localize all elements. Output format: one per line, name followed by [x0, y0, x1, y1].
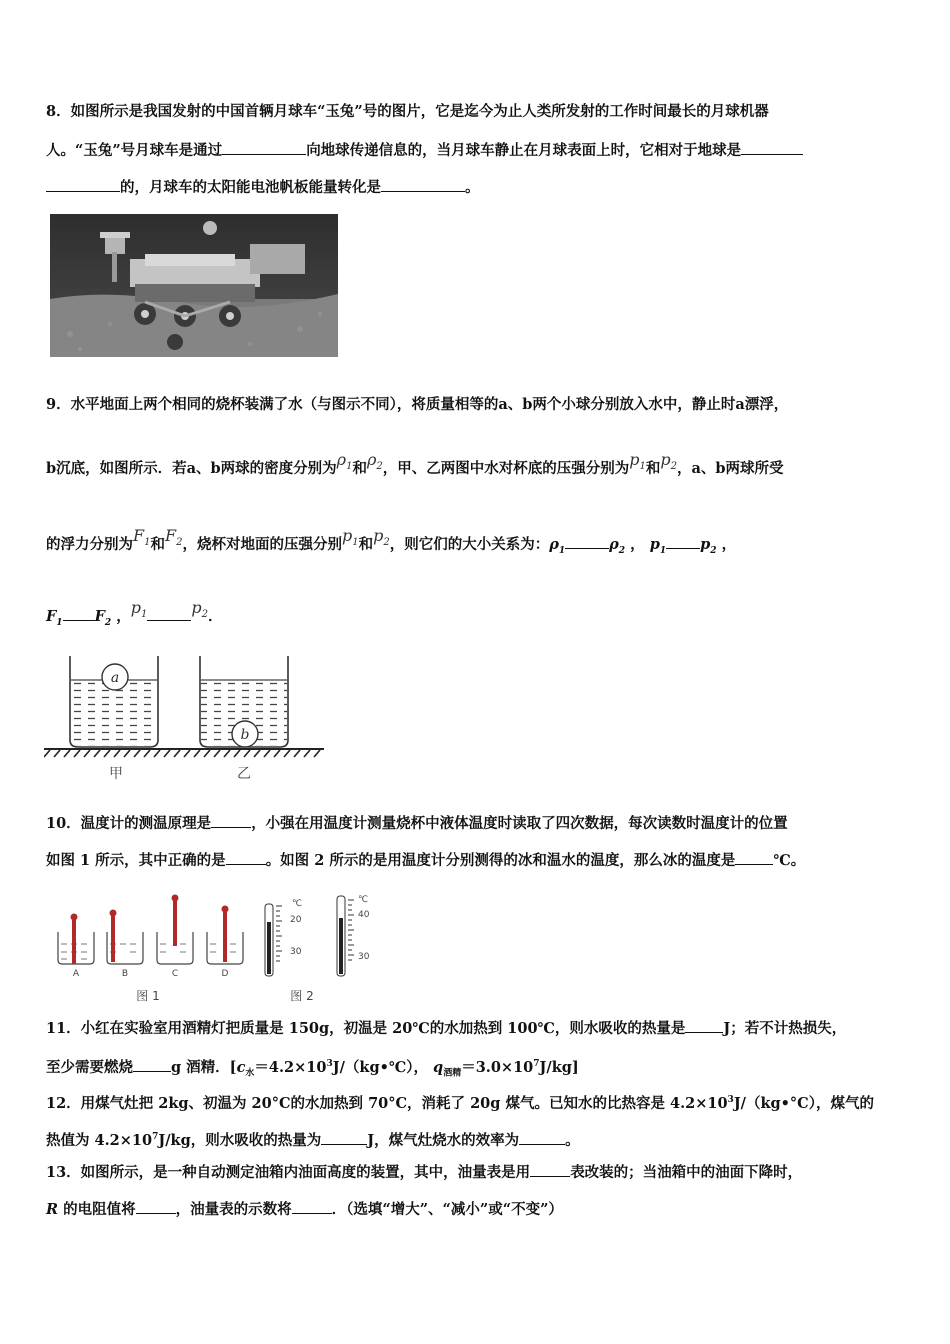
blank[interactable]	[565, 533, 609, 549]
blank[interactable]	[147, 605, 191, 621]
blank[interactable]	[211, 812, 251, 828]
lunar-rover-photo	[50, 214, 338, 357]
q9-line-1: 9．水平地面上两个相同的烧杯装满了水（与图示不同），将质量相等的a、b两个小球分别放入水中，静止时a漂浮，	[46, 396, 789, 413]
p1-prime-symbol: $p_1$	[341, 526, 359, 549]
fig-caption-jia: 甲	[109, 766, 123, 782]
therm-left-unit: ℃	[292, 899, 303, 909]
q9-line-3: 的浮力分别为$F_1$和$F_2$，烧杯对地面的压强分别$p_1$和$p_2$，则它们的大小关系为：$\rho_1$ $\rho_2$ ， $p_1$ $p_2$ ，	[46, 526, 737, 556]
fig2-caption: 图 2	[290, 989, 314, 1003]
F2-symbol: $F_2$	[164, 526, 183, 549]
q12-line-2: 热值为 $4.2\times 10^7J/kg$，则水吸收的热量为 J，煤气灶烧水的效率为 。	[46, 1127, 580, 1151]
blank[interactable]	[666, 533, 700, 549]
q8-line-3: 的，月球车的太阳能电池帆板能量转化是 。	[46, 176, 480, 198]
q13-line-1: 13．如图所示，是一种自动测定油箱内油面高度的装置，其中，油量表是用 表改装的；当油箱中的油面下降时，	[46, 1161, 802, 1183]
p1-symbol: $p_1$	[629, 450, 646, 473]
fig-caption-yi: 乙	[237, 766, 251, 782]
q9-line-4: $F_1$ $F_2$ ，$p_1$ $p_2$．	[46, 598, 223, 628]
blank[interactable]	[136, 1198, 176, 1214]
fig1-label-c: C	[171, 969, 179, 979]
p2-prime-symbol: $p_2$	[191, 598, 208, 621]
q13-line-2: R 的电阻值将 ，油量表的示数将 ．（选填“增大”、“减小”或“不变”）	[46, 1198, 563, 1220]
blank[interactable]	[222, 139, 306, 155]
q11-line-2: 至少需要燃烧 g 酒精．[$c_水=4.2\times 10^3J/(kg•℃)$， $q_{酒精}=3.0\times 10^7J/kg$]	[46, 1054, 579, 1084]
blank[interactable]	[63, 605, 95, 621]
q9-line-2: b沉底，如图所示．若a、b两球的密度分别为$\rho_1$和$\rho_2$，甲、乙两图中水对杯底的压强分别为$p_1$和$p_2$，a、b两球所受	[46, 450, 784, 477]
q10-line-2: 如图 1 所示，其中正确的是 。如图 2 所示的是用温度计分别测得的冰和温水的温度，那么冰的温度是 ℃。	[46, 849, 805, 871]
fig1-label-b: B	[121, 969, 129, 979]
therm-left-tick-20: 20	[290, 915, 302, 925]
therm-left-tick-30: 30	[290, 947, 302, 957]
q8-line-1: 8．如图所示是我国发射的中国首辆月球车“玉兔”号的图片，它是迄今为止人类所发射的工作时间最长的月球机器	[46, 103, 769, 120]
q12-line-1: 12．用煤气灶把 2kg、初温为 20°C的水加热到 70°C，消耗了 20g 煤气。已知水的比热容是 $4.2\times 10^3J/(kg•^\circ C)$，煤气的	[46, 1094, 874, 1112]
blank[interactable]	[530, 1161, 570, 1177]
p1-prime-symbol: $p_1$	[130, 598, 148, 621]
q10-line-1: 10．温度计的测温原理是 ，小强在用温度计测量烧杯中液体温度时读取了四次数据，每次读数时温度计的位置	[46, 812, 788, 834]
therm-right-unit: ℃	[358, 895, 369, 905]
blank[interactable]	[226, 849, 266, 865]
blank[interactable]	[381, 176, 465, 192]
blank[interactable]	[46, 176, 120, 192]
beaker-figure	[44, 652, 334, 782]
blank[interactable]	[735, 849, 773, 865]
fig1-caption: 图 1	[136, 989, 160, 1003]
thermometer-figures	[52, 892, 382, 1004]
fig1-label-a: A	[72, 969, 80, 979]
blank[interactable]	[292, 1198, 332, 1214]
F1-symbol: $F_1$	[133, 526, 151, 549]
ball-a-label: a	[110, 670, 120, 686]
q11-line-1: 11．小红在实验室用酒精灯把质量是 150g，初温是 20℃的水加热到 100℃，则水吸收的热量是 J；若不计热损失，	[46, 1017, 846, 1039]
rho1-symbol: $\rho_1$	[336, 450, 353, 473]
fig1-label-d: D	[221, 969, 229, 979]
blank[interactable]	[741, 139, 803, 155]
therm-right-tick-40: 40	[358, 910, 370, 920]
ball-b-label: b	[240, 727, 250, 743]
blank[interactable]	[685, 1017, 723, 1033]
blank[interactable]	[321, 1129, 367, 1145]
q8-line-2: 人。“玉兔”号月球车是通过 向地球传递信息的，当月球车静止在月球表面上时，它相对于地球是	[46, 139, 803, 161]
rho2-symbol: $\rho_2$	[366, 450, 383, 473]
blank[interactable]	[519, 1129, 565, 1145]
p2-symbol: $p_2$	[660, 450, 677, 473]
therm-right-tick-30: 30	[358, 952, 370, 962]
p2-prime-symbol: $p_2$	[373, 526, 390, 549]
blank[interactable]	[133, 1056, 171, 1072]
